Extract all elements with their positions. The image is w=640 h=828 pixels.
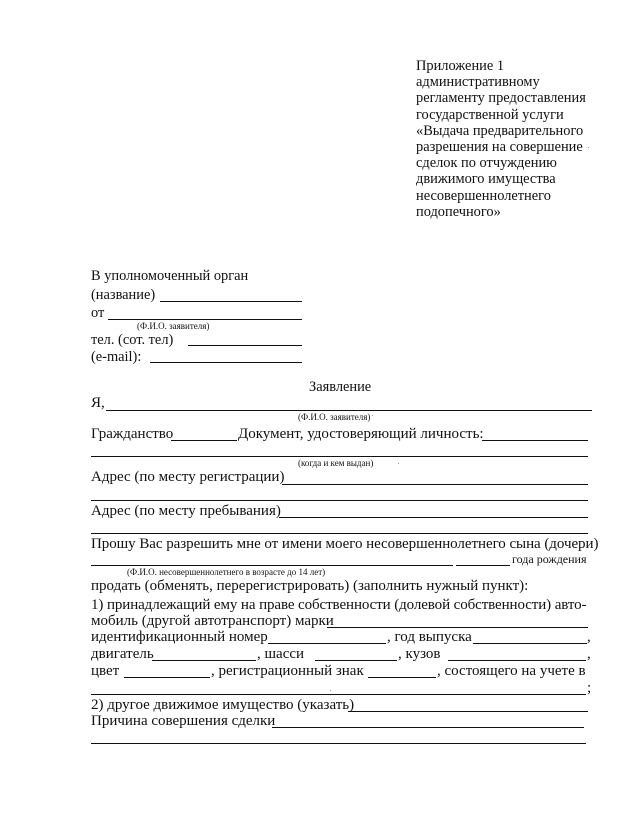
addressee-fio-hint: (Ф.И.О. заявителя) [137, 321, 210, 331]
appendix-line: несовершеннолетнего [416, 187, 551, 204]
addressee-phone-label: тел. (сот. тел) [91, 332, 174, 348]
citizenship-label: Гражданство [91, 426, 174, 442]
reason-field[interactable] [272, 727, 584, 728]
plate-label: , регистрационный знак [211, 663, 364, 679]
engine-label: двигатель [91, 646, 154, 662]
vin-field[interactable] [268, 643, 386, 644]
color-field[interactable] [124, 677, 210, 678]
appendix-line: движимого имущества [416, 171, 556, 188]
statement-i-label: Я, [91, 395, 105, 411]
reg-address-field[interactable] [282, 484, 588, 485]
body-field[interactable] [448, 660, 586, 661]
statement-title: Заявление [309, 379, 372, 395]
scan-speck [372, 415, 373, 416]
appendix-line: регламенту предоставления [416, 90, 586, 107]
stay-address-label: Адрес (по месту пребывания) [91, 503, 281, 519]
year-label: , год выпуска [387, 629, 472, 645]
stay-address-field-line2[interactable] [91, 533, 588, 534]
addressee-name-label: (название) [91, 287, 156, 303]
item1-text-line1: 1) принадлежащий ему на праве собственности (долевой собственности) авто- [91, 597, 587, 613]
addressee-name-field[interactable] [160, 301, 302, 302]
body-comma: , [587, 646, 591, 662]
addressee-email-field[interactable] [150, 362, 302, 363]
appendix-line: подопечного» [416, 203, 501, 220]
scan-speck [588, 147, 589, 148]
year-comma: , [587, 629, 591, 645]
minor-fio-hint: (Ф.И.О. несовершеннолетнего в возрасте до 14 лет) [127, 567, 326, 577]
appendix-block [416, 58, 606, 220]
statement-fio-field[interactable] [106, 410, 592, 411]
stay-address-field[interactable] [279, 517, 588, 518]
chassis-field[interactable] [315, 660, 397, 661]
appendix-line: Приложение 1 [416, 58, 505, 74]
item2-field[interactable] [348, 711, 588, 712]
reg-address-field-line2[interactable] [91, 500, 588, 501]
color-label: цвет [91, 663, 120, 679]
addressee-email-label: (e-mail): [91, 349, 142, 365]
statement-fio-hint: (Ф.И.О. заявителя) [298, 412, 371, 422]
citizenship-field[interactable] [171, 440, 237, 441]
birth-year-field[interactable] [456, 565, 510, 566]
appendix-line: разрешения на совершение [416, 139, 583, 156]
reg-address-label: Адрес (по месту регистрации) [91, 469, 285, 485]
id-document-field-line2[interactable] [91, 456, 588, 457]
scan-speck [330, 690, 331, 691]
item1-text-line2: мобиль (другой автотранспорт) марки [91, 613, 334, 629]
addressee-from-label: от [91, 305, 105, 321]
appendix-line: государственной услуги [416, 106, 564, 123]
addressee-from-field[interactable] [108, 319, 302, 320]
minor-fio-field[interactable] [91, 565, 453, 566]
scan-speck [398, 463, 399, 464]
reason-field-line2[interactable] [91, 743, 586, 744]
id-document-label: Документ, удостоверяющий личность: [238, 426, 484, 442]
birth-year-label: года рождения [512, 552, 587, 566]
car-make-field[interactable] [327, 627, 588, 628]
year-field[interactable] [473, 643, 587, 644]
registered-label: , состоящего на учете в [437, 663, 586, 679]
addressee-to-body: В уполномоченный орган [91, 268, 249, 284]
id-document-field[interactable] [482, 440, 588, 441]
vin-label: идентификационный номер [91, 629, 268, 645]
appendix-line: сделок по отчуждению [416, 155, 557, 172]
chassis-label: , шасси [257, 646, 305, 662]
registered-field[interactable] [91, 694, 586, 695]
engine-field[interactable] [152, 660, 256, 661]
appendix-line: административному [416, 74, 540, 91]
appendix-line: «Выдача предварительного [416, 122, 584, 139]
request-text: Прошу Вас разрешить мне от имени моего несовершеннолетнего сына (дочери) [91, 536, 599, 552]
reason-label: Причина совершения сделки [91, 713, 276, 729]
plate-field[interactable] [368, 677, 436, 678]
issued-hint: (когда и кем выдан) [298, 458, 374, 468]
registered-semicolon: ; [587, 680, 592, 696]
body-label: , кузов [398, 646, 441, 662]
item2-label: 2) другое движимое имущество (указать) [91, 697, 355, 713]
addressee-phone-field[interactable] [188, 345, 302, 346]
action-text: продать (обменять, перерегистрировать) (заполнить нужный пункт): [91, 578, 529, 594]
